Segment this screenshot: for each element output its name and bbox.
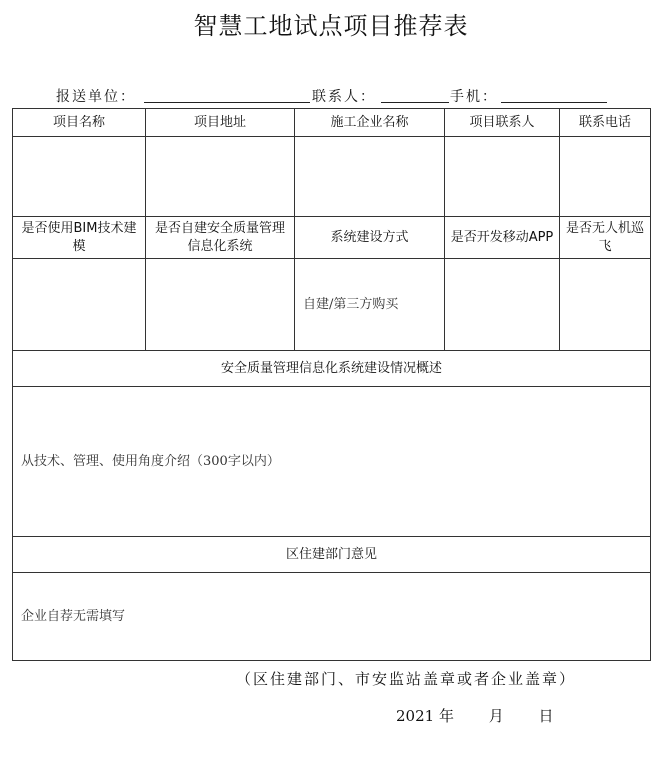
project-address-cell[interactable] [146,137,295,217]
header-project-contact: 项目联系人 [445,109,560,137]
page-title: 智慧工地试点项目推荐表 [193,12,469,40]
safety-section-header-row [13,351,651,387]
mobile-app-cell[interactable] [445,259,560,351]
project-name-cell[interactable] [13,137,146,217]
input-row-2 [13,259,651,351]
unit-input-line[interactable] [144,102,310,103]
dept-section-header-row [13,537,651,573]
date-year: 2021 年 [396,707,454,725]
header-project-name: 项目名称 [13,109,146,137]
date-day: 日 [538,707,554,725]
safety-section-row [13,387,651,537]
contact-label: 联系人： [312,89,376,105]
input-row-1 [13,137,651,217]
drone-patrol-cell[interactable] [560,259,651,351]
date-line [396,705,554,726]
construction-company-cell[interactable] [295,137,445,217]
unit-label: 报送单位： [56,89,136,105]
project-contact-cell[interactable] [445,137,560,217]
contact-input-line[interactable] [381,102,449,103]
header-construction-company: 施工企业名称 [295,109,445,137]
header-build-method: 系统建设方式 [295,217,445,259]
header-mobile-app: 是否开发移动APP [445,217,560,259]
self-built-system-cell[interactable] [146,259,295,351]
stamp-note: （区住建部门、市安监站盖章或者企业盖章） [236,670,577,688]
contact-phone-cell[interactable] [560,137,651,217]
header-row-1 [13,109,651,137]
recommendation-table [12,108,651,661]
info-row [56,84,616,106]
safety-section-title: 安全质量管理信息化系统建设情况概述 [13,351,651,387]
bim-modeling-cell[interactable] [13,259,146,351]
header-self-built-system: 是否自建安全质量管理信息化系统 [146,217,295,259]
date-month: 月 [488,707,504,725]
phone-input-line[interactable] [501,102,607,103]
phone-label: 手机： [450,89,498,105]
header-drone-patrol: 是否无人机巡飞 [560,217,651,259]
header-bim-modeling: 是否使用BIM技术建模 [13,217,146,259]
header-contact-phone: 联系电话 [560,109,651,137]
header-project-address: 项目地址 [146,109,295,137]
dept-section-content[interactable]: 企业自荐无需填写 [13,573,651,661]
safety-section-content[interactable]: 从技术、管理、使用角度介绍（300字以内） [13,387,651,537]
build-method-cell[interactable]: 自建/第三方购买 [295,259,445,351]
dept-section-title: 区住建部门意见 [13,537,651,573]
header-row-2 [13,217,651,259]
dept-section-row [13,573,651,661]
